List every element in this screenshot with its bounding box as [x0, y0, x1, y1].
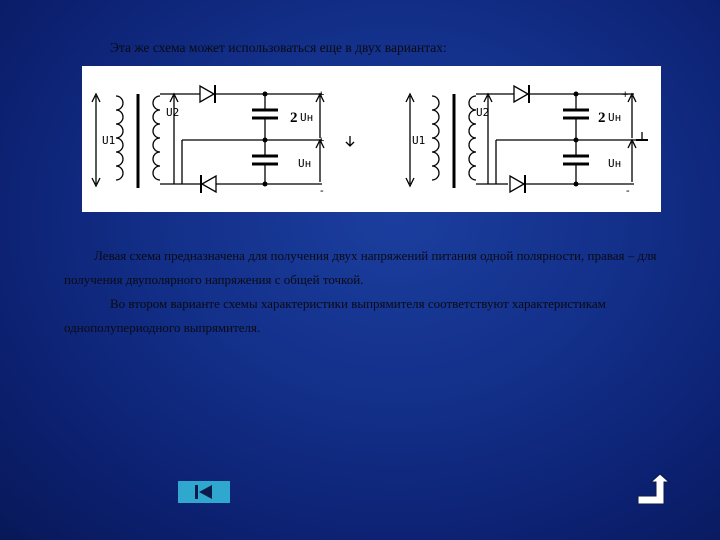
return-arrow-icon: [632, 472, 672, 512]
return-button[interactable]: [632, 472, 672, 512]
right-bottom-un-label: Uн: [608, 157, 622, 170]
right-top-diode: [514, 86, 528, 102]
right-2-label: 2: [598, 110, 606, 126]
left-plus-mid: +: [318, 135, 325, 147]
left-bottom-un-label: Uн: [298, 157, 312, 170]
paragraph-schemes: Левая схема предназначена для получения двух напряжений питания одной полярности, правая – для получения двуполярного напряжения с общей точкой.: [64, 248, 657, 287]
right-minus: -: [626, 185, 630, 197]
left-minus: -: [320, 185, 324, 197]
left-circuit: [92, 94, 324, 188]
first-slide-button[interactable]: [178, 481, 230, 503]
left-u1-label: U1: [102, 134, 116, 147]
left-plus-top: +: [318, 89, 325, 101]
left-u2-label: U2: [166, 106, 180, 119]
left-top-un-label: Uн: [300, 111, 314, 124]
right-plus-top: +: [622, 89, 629, 101]
right-top-un-label: Uн: [608, 111, 622, 124]
right-u1-label: U1: [412, 134, 426, 147]
circuit-diagram: [82, 66, 661, 212]
right-circuit: [406, 94, 648, 188]
center-arrow: [346, 136, 354, 146]
right-bottom-diode: [510, 176, 524, 192]
left-2-label: 2: [290, 110, 298, 126]
left-top-diode: [200, 86, 214, 102]
skip-to-first-icon: [178, 481, 230, 503]
left-bottom-diode: [202, 176, 216, 192]
circuit-diagram-svg: [82, 66, 661, 212]
slide-heading: Эта же схема может использоваться еще в двух вариантах:: [110, 40, 447, 55]
right-u2-label: U2: [476, 106, 490, 119]
paragraph-characteristics: Во втором варианте схемы характеристики выпрямителя соответствуют характеристикам однополупериодного выпрямителя.: [64, 296, 606, 335]
